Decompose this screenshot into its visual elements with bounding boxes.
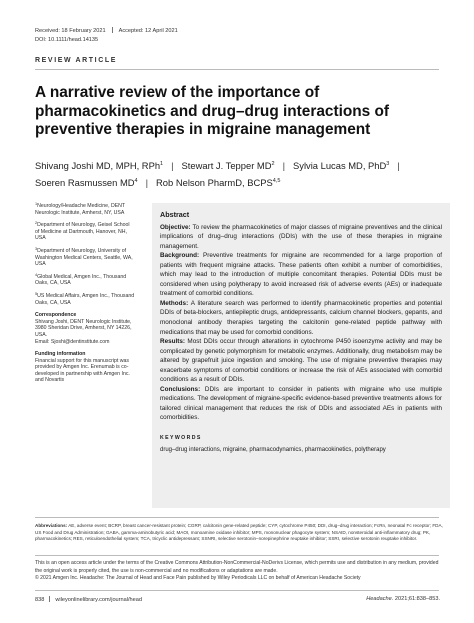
abstract-background: Background: Preventive treatments for migraine are recommended for a large proportion of patients with frequent migraine attacks. These patients often exhibit a number of comorbidities, which may lead to the introduction of multiple concomitant therapies. Potential DDIs must be considered when using polytherapy to avoid increased risk of adverse events (AEs) or inadequate treatment of comorbid conditions. bbox=[160, 252, 442, 298]
divider bbox=[35, 517, 439, 518]
separator bbox=[49, 596, 50, 602]
affiliation: $^3$Department of Neurology, University of Washington Medical Centers, Seattle, WA, USA bbox=[35, 246, 133, 268]
author-link[interactable]: Stewart J. Tepper $MD^2$ bbox=[181, 160, 275, 171]
accepted-date: Accepted: 12 April 2021 bbox=[118, 28, 178, 34]
copyright-text: © 2021 Amgen Inc. Headache: The Journal of Head and Face Pain published by Wiley Periodicals LLC on behalf of American Headache Society bbox=[35, 575, 361, 581]
correspondence bbox=[35, 312, 135, 345]
doi-link[interactable]: DOI: 10.1111/head.14135 bbox=[35, 37, 99, 43]
author-link[interactable]: Soeren Rasmussen $MD^4$ bbox=[35, 177, 138, 188]
abstract-methods: Methods: A literature search was performed to identify pharmacokinetic properties and potential DDIs of beta-blockers, antiepileptic drugs, antidepressants, calcium channel blockers, gepants, and monoclonal antibody therapies targeting the calcitonin gene-related peptide pathway with medications that may be used for comorbid conditions. bbox=[160, 299, 442, 336]
journal-citation: Headache. 2021;61:838–853. bbox=[366, 596, 440, 602]
funding bbox=[35, 351, 135, 384]
funding-heading: Funding information bbox=[35, 351, 86, 358]
abstract-results: Results: Most DDIs occur through alterations in cytochrome P450 isoenzyme activity and may be complicated by genetic polymorphism for metabolic enzymes. Additionally, drug metabolism may be altered by grapefruit juice ingestion and smoking. The use of migraine preventive therapies may exacerbate symptoms of comorbid conditions or increase the risk of AEs associated with comorbid conditions as a result of DDIs. bbox=[160, 338, 442, 384]
divider bbox=[35, 555, 439, 556]
author-list: Shivang Joshi MD, MPH, RPh$^1$ | Stewart J. Tepper $MD^2$ | Sylvia Lucas MD, PhD$^3$ | Soeren Rasmussen $MD^4$ | Rob Nelson PharmD, BCPS$^{4,5}$ bbox=[35, 160, 400, 188]
keywords-heading: KEYWORDS bbox=[160, 435, 202, 442]
correspondence-email[interactable]: Email: Sjoshi@dentinstitute.com bbox=[35, 338, 110, 345]
received-accepted-line bbox=[35, 27, 178, 34]
page-number: 838 bbox=[35, 597, 45, 603]
affiliation: $^2$Department of Neurology, Geisel School of Medicine at Dartmouth, Hanover, NH, USA bbox=[35, 221, 130, 242]
divider bbox=[35, 590, 439, 591]
abstract-box bbox=[152, 203, 450, 508]
abstract-conclusions: Conclusions: DDIs are important to consider in patients with migraine who use multiple medications. The development of migraine-specific evidence-based preventive treatments allows for tailored clinical management that reduces the risk of DDIs and associated AEs in patients with comorbidities. bbox=[160, 385, 443, 422]
affiliation: $^1$Neurology/Headache Medicine, DENT Neurologic Institute, Amherst, NY, USA bbox=[35, 202, 125, 216]
correspondence-address: Shivang Joshi, DENT Neurologic Institute, 3980 Sheridan Drive, Amherst, NY 14226, USA. bbox=[35, 318, 132, 338]
affiliation: $^4$Global Medical, Amgen Inc., Thousand Oaks, CA, USA bbox=[35, 272, 127, 287]
abstract-objective: Objective: To review the pharmacokinetics of major classes of migraine preventives and the clinical implications of drug–drug interactions (DDIs) with the use of these therapies in migraine management. bbox=[160, 223, 442, 250]
affiliations-sidebar bbox=[35, 203, 135, 390]
correspondence-heading: Correspondence bbox=[35, 312, 77, 319]
abstract-heading: Abstract bbox=[160, 210, 190, 219]
received-date: Received: 18 February 2021 bbox=[35, 28, 106, 34]
separator bbox=[112, 27, 113, 33]
author-link[interactable]: Shivang Joshi MD, MPH, RPh$^1$ bbox=[35, 160, 164, 171]
affiliation: $^5$US Medical Affairs, Amgen Inc., Thousand Oaks, CA, USA bbox=[35, 291, 135, 306]
page-footer bbox=[35, 596, 440, 603]
journal-url[interactable]: wileyonlinelibrary.com/journal/head bbox=[55, 597, 142, 603]
keywords: drug–drug interactions, migraine, pharmacodynamics, pharmacokinetics, polytherapy bbox=[160, 446, 386, 453]
license-text: This is an open access article under the terms of the Creative Commons Attribution-NonCommercial-NoDerivs License, which permits use and distribution in any medium, provided the original work is properly cited, the use is non-commercial and no modifications or adaptations are made. bbox=[35, 560, 439, 574]
license-notice bbox=[35, 560, 445, 583]
abbreviations-footnote: Abbreviations: AE, adverse event; BCRP, breast cancer-resistant protein; CGRP, calcitonin gene-related peptide; CYP, cytochrome P450; DDI, drug–drug interaction; FcRn, neonatal Fc receptor; FDA, US Food and Drug Administration; GABA, gamma-aminobutyric acid; MAOI, monoamine oxidase inhibitor; MPS, mononuclear phagocyte system; NSAID, nonsteroidal anti-inflammatory drug; PK, pharmacokinetics; RES, reticuloendothelial system; TCA, tricyclic antidepressant; SSNRI, selective serotonin–norepinephrine reuptake inhibitor; SSRI, selective serotonin reuptake inhibitor. bbox=[35, 523, 443, 542]
funding-text: Financial support for this manuscript was provided by Amgen Inc. Erenumab is co-developed in partnership with Amgen Inc. and Novartis bbox=[35, 357, 130, 384]
article-title: A narrative review of the importance of pharmacokinetics and drug–drug interactions of preventive therapies in migraine management bbox=[35, 84, 390, 139]
author-link[interactable]: Rob Nelson PharmD, BCPS$^{4,5}$ bbox=[156, 177, 281, 188]
divider bbox=[35, 69, 439, 70]
article-type: REVIEW ARTICLE bbox=[35, 57, 118, 64]
author-link[interactable]: Sylvia Lucas MD, PhD$^3$ bbox=[293, 160, 390, 171]
